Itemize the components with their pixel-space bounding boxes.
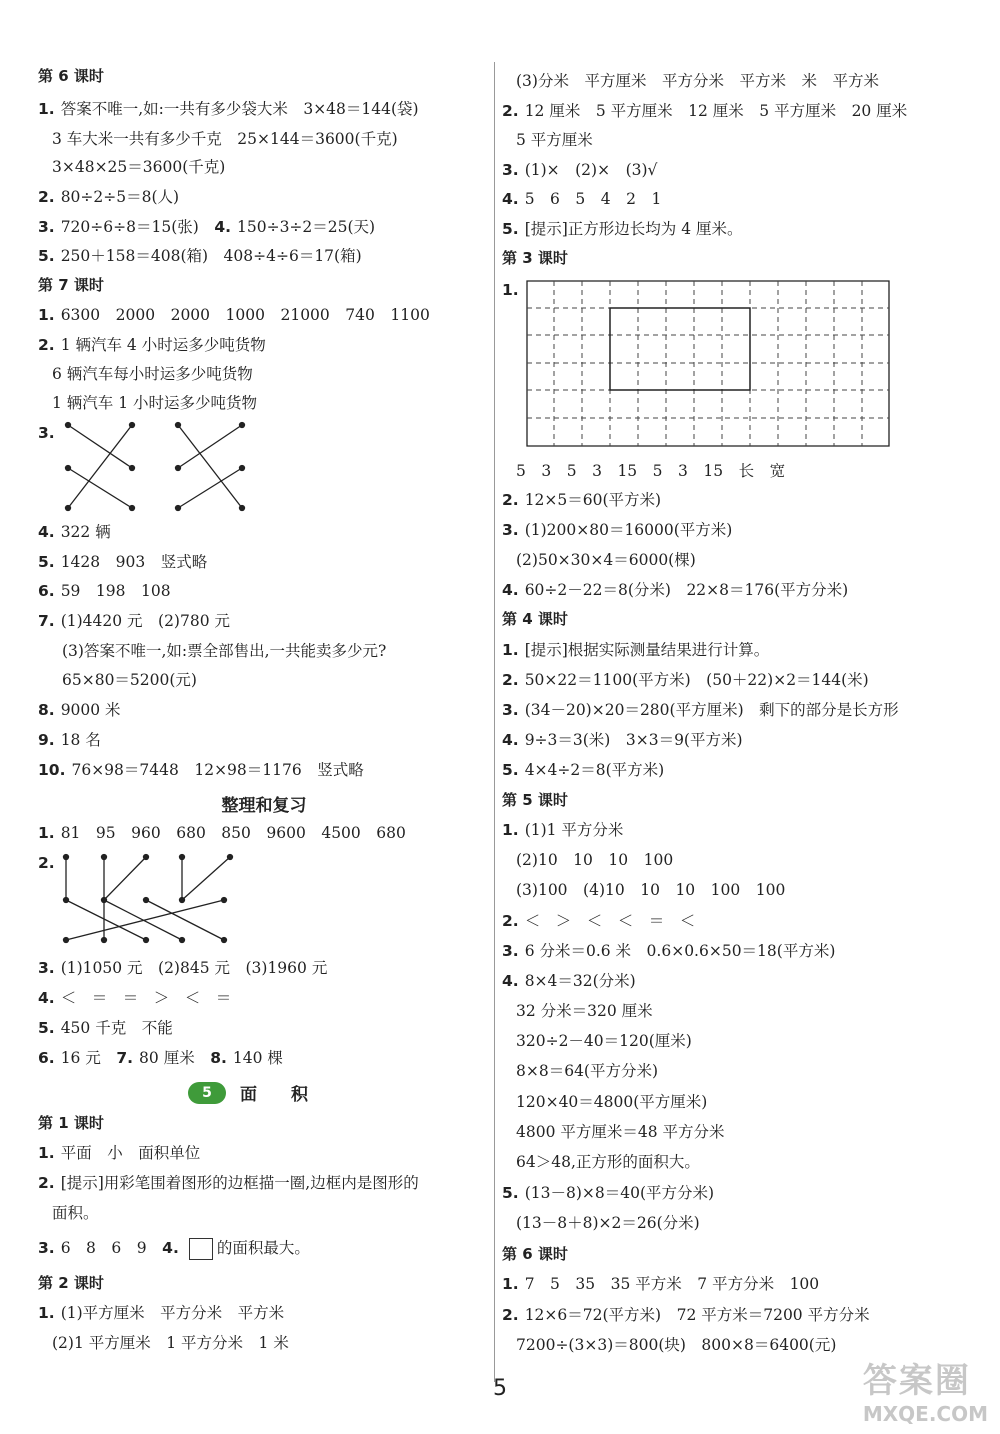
section-title: 第 7 课时 [38, 276, 104, 294]
answer-line: 2. 12×6＝72(平方米) 72 平方米＝7200 平方分米 [502, 1306, 870, 1324]
answer-line: 65×80＝5200(元) [62, 671, 197, 689]
page-number: 5 [493, 1376, 507, 1401]
answer-line: 3×48×25＝3600(千克) [52, 158, 226, 176]
answer-line: (2)1 平方厘米 1 平方分米 1 米 [52, 1334, 289, 1352]
answer-line: 2. 12 厘米 5 平方厘米 12 厘米 5 平方厘米 20 厘米 [502, 102, 908, 120]
section-title: 第 6 课时 [38, 67, 104, 85]
answer-line: 3. (1)1050 元 (2)845 元 (3)1960 元 [38, 959, 328, 977]
section-title: 第 5 课时 [502, 791, 568, 809]
answer-line: 5 3 5 3 15 5 3 15 长 宽 [516, 462, 786, 480]
answer-line: 4. 5 6 5 4 2 1 [502, 190, 662, 208]
square-shape-icon [189, 1238, 213, 1260]
answer-line: 4. 60÷2－22＝8(分米) 22×8＝176(平方分米) [502, 581, 849, 599]
answer-line: 1. 平面 小 面积单位 [38, 1144, 201, 1162]
answer-line: 32 分米＝320 厘米 [516, 1002, 653, 1020]
grid-diagram [526, 280, 892, 448]
answer-line: 2. [提示]用彩笔围着图形的边框描一圈,边框内是图形的 [38, 1174, 419, 1192]
answer-line: 4. ＜ ＝ ＝ ＞ ＜ ＝ [38, 989, 232, 1007]
answer-line: 2. [38, 854, 55, 872]
answer-line: 1. 7 5 35 35 平方米 7 平方分米 100 [502, 1275, 820, 1293]
answer-line: (2)10 10 10 100 [516, 851, 674, 869]
answer-line: 2. 1 辆汽车 4 小时运多少吨货物 [38, 336, 266, 354]
unit-heading [188, 1080, 342, 1105]
answer-line: 1. 81 95 960 680 850 9600 4500 680 [38, 824, 406, 842]
column-divider [494, 62, 495, 1382]
answer-line: 1. 答案不唯一,如:一共有多少袋大米 3×48＝144(袋) [38, 100, 419, 118]
review-title: 整理和复习 [221, 796, 307, 816]
watermark-logo-text: 答案圈 [862, 1361, 971, 1401]
answer-line: (13－8＋8)×2＝26(分米) [516, 1214, 700, 1232]
answer-line: (3)分米 平方厘米 平方分米 平方米 米 平方米 [516, 72, 879, 90]
answer-line: 1. 6300 2000 2000 1000 21000 740 1100 [38, 306, 430, 324]
answer-line: 9. 18 名 [38, 731, 101, 749]
answer-line: 64＞48,正方形的面积大。 [516, 1153, 700, 1171]
matching-diagram-q3 [60, 420, 280, 516]
answer-line: 5. (13－8)×8＝40(平方分米) [502, 1184, 715, 1202]
answer-line: 8. 9000 米 [38, 701, 121, 719]
answer-line: 7. (1)4420 元 (2)780 元 [38, 612, 230, 630]
answer-line: 5. 1428 903 竖式略 [38, 553, 208, 571]
answer-line: 5. [提示]正方形边长均为 4 厘米。 [502, 220, 743, 238]
answer-line: 3. [38, 424, 55, 442]
answer-line: 5. 250＋158＝408(箱) 408÷4÷6＝17(箱) [38, 247, 362, 265]
answer-line: 320÷2－40＝120(厘米) [516, 1032, 692, 1050]
section-title: 第 4 课时 [502, 610, 568, 628]
answer-line: 3. 6 分米＝0.6 米 0.6×0.6×50＝18(平方米) [502, 942, 836, 960]
answer-line: 1. (1)1 平方分米 [502, 821, 624, 839]
answer-line: 4800 平方厘米＝48 平方分米 [516, 1123, 725, 1141]
answer-line: 5. 450 千克 不能 [38, 1019, 173, 1037]
answer-line: 6. 59 198 108 [38, 582, 171, 600]
section-title: 第 2 课时 [38, 1274, 104, 1292]
answer-line: 3 车大米一共有多少千克 25×144＝3600(千克) [52, 130, 398, 148]
answer-line: 2. 50×22＝1100(平方米) (50＋22)×2＝144(米) [502, 671, 869, 689]
answer-line: 1. (1)平方厘米 平方分米 平方米 [38, 1304, 285, 1322]
answer-line: 8×8＝64(平方分米) [516, 1062, 659, 1080]
answer-line: 1 辆汽车 1 小时运多少吨货物 [52, 394, 258, 412]
answer-line: 2. 12×5＝60(平方米) [502, 491, 662, 509]
answer-line: 6. 16 元 7. 80 厘米 8. 140 棵 [38, 1049, 283, 1067]
matching-diagram-review [60, 852, 270, 948]
answer-line: 4. 322 辆 [38, 523, 111, 541]
section-title: 第 1 课时 [38, 1114, 104, 1132]
answer-line: 5. 4×4÷2＝8(平方米) [502, 761, 665, 779]
answer-line: 面积。 [52, 1204, 99, 1222]
section-title: 第 6 课时 [502, 1245, 568, 1263]
answer-line: 3. (1)200×80＝16000(平方米) [502, 521, 733, 539]
watermark [863, 1353, 988, 1426]
section-title: 第 3 课时 [502, 249, 568, 267]
answer-line: 3. (1)× (2)× (3)√ [502, 161, 658, 179]
answer-line: 120×40＝4800(平方厘米) [516, 1093, 708, 1111]
answer-line: 4. 8×4＝32(分米) [502, 972, 636, 990]
watermark-url: MXQE.COM [862, 1402, 988, 1426]
answer-line: 3. 6 8 6 9 4. 的面积最大。 [38, 1238, 310, 1260]
answer-line: 2. ＜ ＞ ＜ ＜ ＝ ＜ [502, 912, 696, 930]
answer-line: (3)100 (4)10 10 10 100 100 [516, 881, 786, 899]
answer-line: 1. [提示]根据实际测量结果进行计算。 [502, 641, 770, 659]
answer-line: 3. (34－20)×20＝280(平方厘米) 剩下的部分是长方形 [502, 701, 899, 719]
answer-line: 10. 76×98＝7448 12×98＝1176 竖式略 [38, 761, 364, 779]
answer-line: 7200÷(3×3)＝800(块) 800×8＝6400(元) [516, 1336, 837, 1354]
answer-line: 5 平方厘米 [516, 131, 593, 149]
answer-line: 1. [502, 281, 519, 299]
unit-title: 面积 [240, 1085, 342, 1105]
answer-line: 2. 80÷2÷5＝8(人) [38, 188, 180, 206]
unit-number-badge: 5 [188, 1082, 226, 1104]
answer-line: 3. 720÷6÷8＝15(张) 4. 150÷3÷2＝25(天) [38, 218, 376, 236]
answer-line: 6 辆汽车每小时运多少吨货物 [52, 365, 253, 383]
answer-line: 4. 9÷3＝3(米) 3×3＝9(平方米) [502, 731, 743, 749]
answer-line: (3)答案不唯一,如:票全部售出,一共能卖多少元? [62, 642, 387, 660]
answer-line: (2)50×30×4＝6000(棵) [516, 551, 696, 569]
